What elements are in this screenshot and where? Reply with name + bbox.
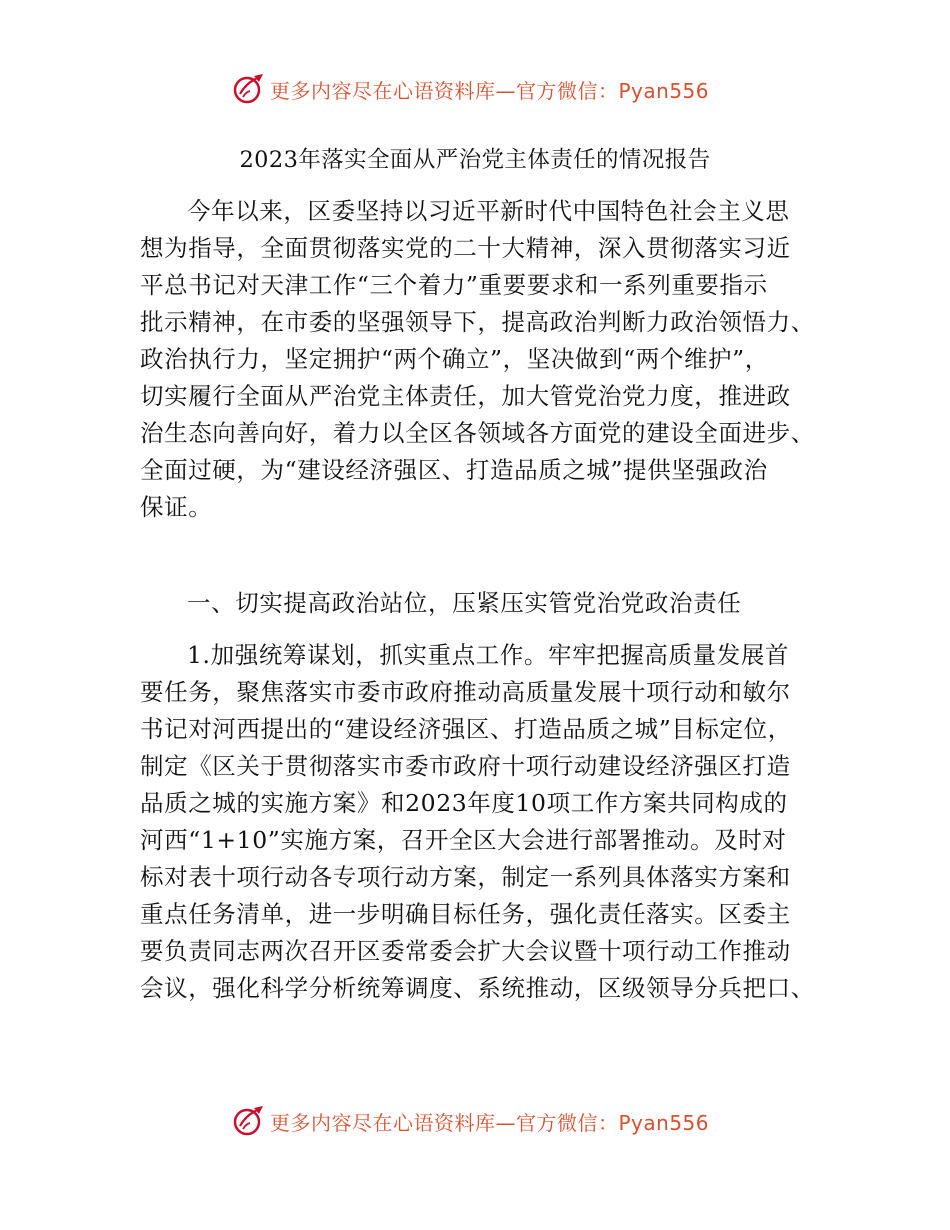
paragraph-line: 品质之城的实施方案》和2023年度10项工作方案共同构成的 [140,789,788,817]
paragraph-item-1 [140,637,820,1007]
paragraph-line: 批示精神，在市委的坚强领导下，提高政治判断力政治领悟力、 [140,308,815,336]
paragraph-line: 要负责同志两次召开区委常委会扩大会议暨十项行动工作推动 [140,937,791,965]
section-heading-block [140,585,820,622]
paragraph-line: 今年以来，区委坚持以习近平新时代中国特色社会主义思 [187,197,790,225]
paragraph-intro [140,193,820,526]
paragraph-line: 保证。 [140,493,213,521]
section-heading: 一、切实提高政治站位，压紧压实管党治党政治责任 [187,589,742,617]
paragraph-line: 1.加强统筹谋划，抓实重点工作。牢牢把握高质量发展首 [187,641,790,669]
footer-watermark [232,1104,709,1138]
paragraph-line: 标对表十项行动各专项行动方案，制定一系列具体落实方案和 [140,863,791,891]
paragraph-line: 书记对河西提出的“建设经济强区、打造品质之城”目标定位， [140,715,792,743]
paragraph-line: 制定《区关于贯彻落实市委市政府十项行动建设经济强区打造 [140,752,791,780]
paragraph-line: 要任务，聚焦落实市委市政府推动高质量发展十项行动和敏尔 [140,678,791,706]
paragraph-line: 治生态向善向好，着力以全区各领域各方面党的建设全面进步、 [140,419,815,447]
paragraph-line: 河西“1+10”实施方案，召开全区大会进行部署推动。及时对 [140,826,787,854]
watermark-text: 更多内容尽在心语资料库—官方微信：Pyan556 [270,1110,710,1135]
header-watermark [232,72,709,106]
paragraph-line: 政治执行力，坚定拥护“两个确立”，坚决做到“两个维护”， [140,345,769,373]
paragraph-line: 想为指导，全面贯彻落实党的二十大精神，深入贯彻落实习近 [140,234,791,262]
paragraph-line: 全面过硬，为“建设经济强区、打造品质之城”提供坚强政治 [140,456,768,484]
watermark-text: 更多内容尽在心语资料库—官方微信：Pyan556 [270,78,710,103]
pen-logo-icon [232,72,266,106]
paragraph-line: 会议，强化科学分析统筹调度、系统推动，区级领导分兵把口、 [140,974,815,1002]
pen-logo-icon [232,1104,266,1138]
paragraph-line: 平总书记对天津工作“三个着力”重要要求和一系列重要指示 [140,271,768,299]
document-title: 2023年落实全面从严治党主体责任的情况报告 [239,147,711,173]
paragraph-line: 切实履行全面从严治党主体责任，加大管党治党力度，推进政 [140,382,791,410]
paragraph-line: 重点任务清单，进一步明确目标任务，强化责任落实。区委主 [140,900,791,928]
